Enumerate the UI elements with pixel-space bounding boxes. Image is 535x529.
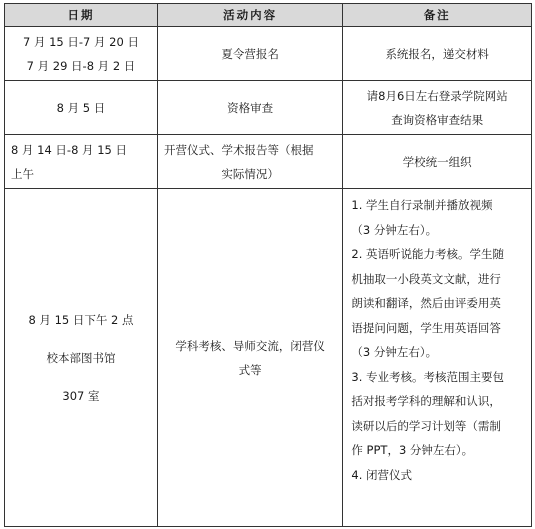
notes-line: 语提问问题，学生用英语回答 (351, 320, 501, 335)
notes-line: （3 分钟左右）。 (351, 222, 438, 237)
activity-cell (157, 189, 342, 527)
table-header-row (5, 4, 532, 27)
notes-line: 查询资格审查结果 (391, 112, 484, 127)
table-row (5, 81, 532, 135)
notes-cell (343, 81, 532, 135)
date-cell: 8 月 5 日 (5, 81, 158, 135)
date-cell (5, 189, 158, 527)
date-line: 8 月 15 日下午 2 点 (28, 312, 134, 327)
date-line: 7 月 29 日-8 月 2 日 (26, 58, 136, 73)
activity-cell: 资格审查 (157, 81, 342, 135)
notes-line: 机抽取一小段英文文献，进行 (351, 271, 501, 286)
activity-line: 学科考核、导师交流，闭营仪 (175, 338, 325, 353)
notes-cell: 学校统一组织 (343, 135, 532, 189)
date-line: 7 月 15 日-7 月 20 日 (22, 34, 139, 49)
notes-line: 1. 学生自行录制并播放视频 (351, 198, 493, 212)
activity-line: 开营仪式、学术报告等（根据 (163, 142, 314, 157)
notes-line: 3. 专业考核。考核范围主要包 (351, 369, 505, 384)
header-activity: 活动内容 (157, 4, 342, 27)
notes-line: 读研以后的学习计划等（需制 (351, 418, 501, 433)
notes-line: 4. 闭营仪式 (351, 467, 413, 482)
table-row (5, 189, 532, 527)
notes-line: 作 PPT，3 分钟左右）。 (351, 443, 474, 457)
date-line: 8 月 14 日-8 月 15 日 (11, 142, 127, 157)
date-cell (5, 135, 158, 189)
notes-cell: 系统报名，递交材料 (343, 27, 532, 81)
activity-cell: 夏令营报名 (157, 27, 342, 81)
header-notes: 备注 (343, 4, 532, 27)
notes-line: 请8月6日左右登录学院网站 (366, 88, 508, 103)
activity-cell (157, 135, 342, 189)
notes-cell (343, 189, 532, 527)
date-line: 上午 (11, 166, 34, 181)
date-cell (5, 27, 158, 81)
header-date: 日期 (5, 4, 158, 27)
date-line: 校本部图书馆 (46, 350, 116, 365)
notes-line: （3 分钟左右）。 (351, 345, 438, 359)
notes-line: 括对报考学科的理解和认识， (351, 394, 501, 408)
notes-line: 朗读和翻译，然后由评委用英 (351, 296, 501, 310)
date-line: 307 室 (62, 388, 100, 403)
activity-line: 实际情况） (221, 166, 279, 181)
activity-line: 式等 (238, 362, 262, 377)
schedule-table (4, 3, 532, 527)
notes-line: 2. 英语听说能力考核。学生随 (351, 247, 505, 261)
table-row (5, 27, 532, 81)
table-row (5, 135, 532, 189)
